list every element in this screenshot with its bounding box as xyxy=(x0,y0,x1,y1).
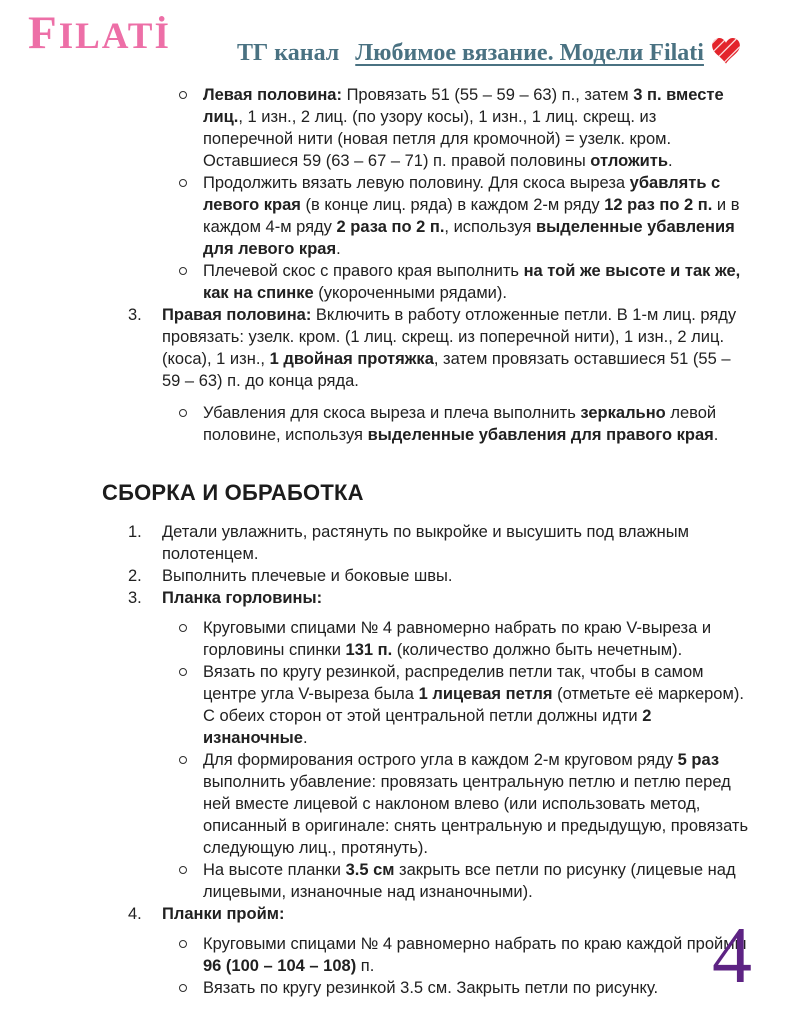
list-item xyxy=(179,260,803,304)
list-item-text: Левая половина: Провязать 51 (55 – 59 – 63) п., затем 3 п. вместе лиц., 1 изн., 2 лиц. (по узору косы), 1 изн., 1 лиц. скрещ. из поперечной нити (новая петля для кромочной) = узелк. кром. Оставшиеся 59 (63 – 67 – 71) п. правой половины отложить. xyxy=(203,86,724,170)
list-item-text: Круговыми спицами № 4 равномерно набрать по краю V-выреза и горловины спинки 131 п. (количество должно быть нечетным). xyxy=(203,619,712,659)
list-item-text: Правая половина: Включить в работу отложенные петли. В 1-м лиц. ряду провязать: узелк. кром. (1 лиц. скрещ. из поперечной нити), 1 изн., 2 лиц. (коса), 1 изн., 1 двойная протяжка, затем провязать оставшиеся 51 (55 – 59 – 63) п. до конца ряда. xyxy=(162,306,737,390)
list-item-text: На высоте планки 3.5 см закрыть все петли по рисунку (лицевые над лицевыми, изнаночные над изнаночными). xyxy=(203,861,736,901)
bullet-icon xyxy=(179,756,187,764)
list-item-text: Вязать по кругу резинкой 3.5 см. Закрыть петли по рисунку. xyxy=(203,979,659,997)
list-item-text: Выполнить плечевые и боковые швы. xyxy=(162,567,453,585)
list-item-text: Планки пройм: xyxy=(162,905,285,923)
list-item xyxy=(128,304,803,392)
page-header xyxy=(0,0,803,72)
list-item-text: Продолжить вязать левую половину. Для скоса выреза убавлять с левого края (в конце лиц. ряда) в каждом 2-м ряду 12 раз по 2 п. и в каждом 4-м ряду 2 раза по 2 п., используя выделенные убавления для левого края. xyxy=(203,174,740,258)
list-item-text: Круговыми спицами № 4 равномерно набрать по краю каждой проймы 96 (100 – 104 – 108) п. xyxy=(203,935,747,975)
bullet-icon xyxy=(179,179,187,187)
logo-text-lead: F xyxy=(28,7,59,59)
item-number: 3. xyxy=(128,306,142,324)
channel-title-link[interactable]: Любимое вязание. Модели Filati xyxy=(355,40,704,66)
bullet-icon xyxy=(179,409,187,417)
page-number: 4 xyxy=(712,912,752,1000)
list-item xyxy=(179,859,803,903)
list-item xyxy=(128,521,803,565)
list-item xyxy=(179,84,803,172)
list-item-text: Вязать по кругу резинкой, распределив петли так, чтобы в самом центре угла V-выреза была 1 лицевая петля (отметьте её маркером). С обеих сторон от этой центральной петли должны идти 2 изнаночные. xyxy=(203,663,744,747)
section-title: СБОРКА И ОБРАБОТКА xyxy=(102,480,364,505)
list-item xyxy=(128,587,803,609)
channel-line xyxy=(237,36,740,71)
list-item-text: Для формирования острого угла в каждом 2-м круговом ряду 5 раз выполнить убавление: провязать центральную петлю и петлю перед ней вместе лицевой с наклоном влево (или использовать метод, описанный в оригинале: снять центральную и предыдущую, провязать следующую лиц., протянуть). xyxy=(203,751,749,857)
logo-text-rest: ILATİ xyxy=(58,16,171,57)
bullet-icon xyxy=(179,91,187,99)
list-item xyxy=(128,565,803,587)
list-item xyxy=(179,977,803,999)
list-item xyxy=(179,172,803,260)
bullet-icon xyxy=(179,984,187,992)
item-number: 2. xyxy=(128,567,142,585)
list-item xyxy=(179,661,803,749)
bullet-icon xyxy=(179,940,187,948)
list-item xyxy=(179,402,803,446)
list-item-text: Плечевой скос с правого края выполнить на той же высоте и так же, как на спинке (укороченными рядами). xyxy=(203,262,741,302)
pattern-text xyxy=(0,72,803,999)
list-item xyxy=(179,749,803,859)
list-item-text: Убавления для скоса выреза и плеча выполнить зеркально левой половине, используя выделенные убавления для правого края. xyxy=(203,404,719,444)
heart-icon xyxy=(712,38,740,71)
bullet-icon xyxy=(179,624,187,632)
list-item-text: Планка горловины: xyxy=(162,589,323,607)
filati-logo xyxy=(28,7,171,59)
bullet-icon xyxy=(179,866,187,874)
item-number: 4. xyxy=(128,905,142,923)
list-item-text: Детали увлажнить, растянуть по выкройке и высушить под влажным полотенцем. xyxy=(162,523,690,563)
bullet-icon xyxy=(179,267,187,275)
list-item xyxy=(179,933,803,977)
item-number: 3. xyxy=(128,589,142,607)
list-item xyxy=(179,617,803,661)
bullet-icon xyxy=(179,668,187,676)
list-item xyxy=(128,903,803,925)
item-number: 1. xyxy=(128,523,142,541)
channel-prefix: ТГ канал xyxy=(237,40,340,66)
